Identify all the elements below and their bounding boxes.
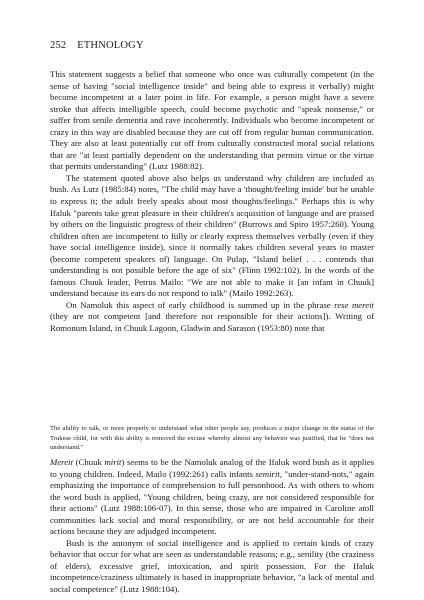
page-number: 252 [50,40,67,51]
term-mirit: mirit [104,457,122,467]
paragraph-4-part2: ) seems to be the Namoluk analog of the Ifaluk word bush as it applies to young children. Indeed, Mailo (1992:261) calls infants [50,457,374,479]
paragraph-3-rest: (they are not competent [and therefore not responsible for their actions]). Writing of Romonum Island, in Chuuk Lagoon, Gladwin and Sarason (1953:80) note that [50,311,374,334]
main-text-top [50,69,374,335]
main-text-bottom [50,457,374,596]
paragraph-4-part3: , "under-stand-nots," again emphasizing the importance of comprehension to full personhood. As with others to whom the word bush is applied, "Young children, being crazy, are not considered responsible for their actions" (Lutz 1988:106-07). In this sense, those who are impaired in Caroline atoll communities lack social and moral responsibility, or are not held accountable for their actions because they are adjudged incompetent. [50,468,374,537]
page-header [50,40,144,51]
paragraph-3 [50,300,374,335]
paragraph-5: Bush is the antonym of social intelligence and is applied to certain kinds of crazy behavior that occur for what are seen as understandable reasons; e.g., senility (the craziness of elders), excessive grief, intoxication, and spirit possession. For the Ifaluk incompetence/craziness ultimately is based in inappropriate behavior, "a lack of mental and social competence" (Lutz 1988:104). [50,537,374,595]
term-mereit: Mereit [50,457,73,467]
term-semirit: semirit [255,468,280,479]
term-rese-mereit: rese mereit [334,299,374,310]
journal-title: ETHNOLOGY [77,40,144,51]
paragraph-2: The statement quoted above also helps us understand why children are included as bush. As Lutz (1985:84) notes, "The child may have a 'thought/feeling inside' but be unable to express it; the adult freely speaks about most thoughts/feelings." Perhaps this is why Ifaluk "parents take great pleasure in their children's acquisition of language and are praised by others on the linguistic progress of their children" (Burrows and Spiro 1957:260). Young children often are incompetent to fully or clearly express themselves verbally (even if they have social intelligence inside), since it normally takes children several years to master (become competent speakers of) language. On Pulap, "Island belief . . . contends that understanding is not possible before the age of six" (Flinn 1992:102). In the words of the famous Chuuk leader, Petrus Mailo: "We are not able to make it [an infant in Chuuk] understand because its ears do not respond to talk" (Mailo 1992:263). [50,172,374,299]
paragraph-4 [50,457,374,538]
paragraph-4-part1: (Chuuk [73,457,105,467]
block-quote: The ability to talk, or more properly to understand what other people say, produces a major change in the status of the Trukese child, for with this ability is removed the excuse whereby almost any behavior was justified, that he "does not understand." [50,425,374,452]
paragraph-3-lead: On Namoluk this aspect of early childhood is summed up in the phrase [66,299,335,310]
paragraph-1: This statement suggests a belief that someone who once was culturally competent (in the sense of having "social intelligence inside" and being able to express it verbally) might become incompetent at a later point in life. For example, a person might have a severe stroke that affects intelligible speech, could become psychotic and "speak nonsense," or suffer from senile dementia and rave incoherently. Individuals who become incompetent or crazy in this way are disabled because they are cut off from regular human communication. They are also at least potentially cut off from culturally constructed moral social relations that are "at least partially dependent on the understanding that permits virtue or the virtue that permits understanding" (Lutz 1988:82). [50,69,374,172]
